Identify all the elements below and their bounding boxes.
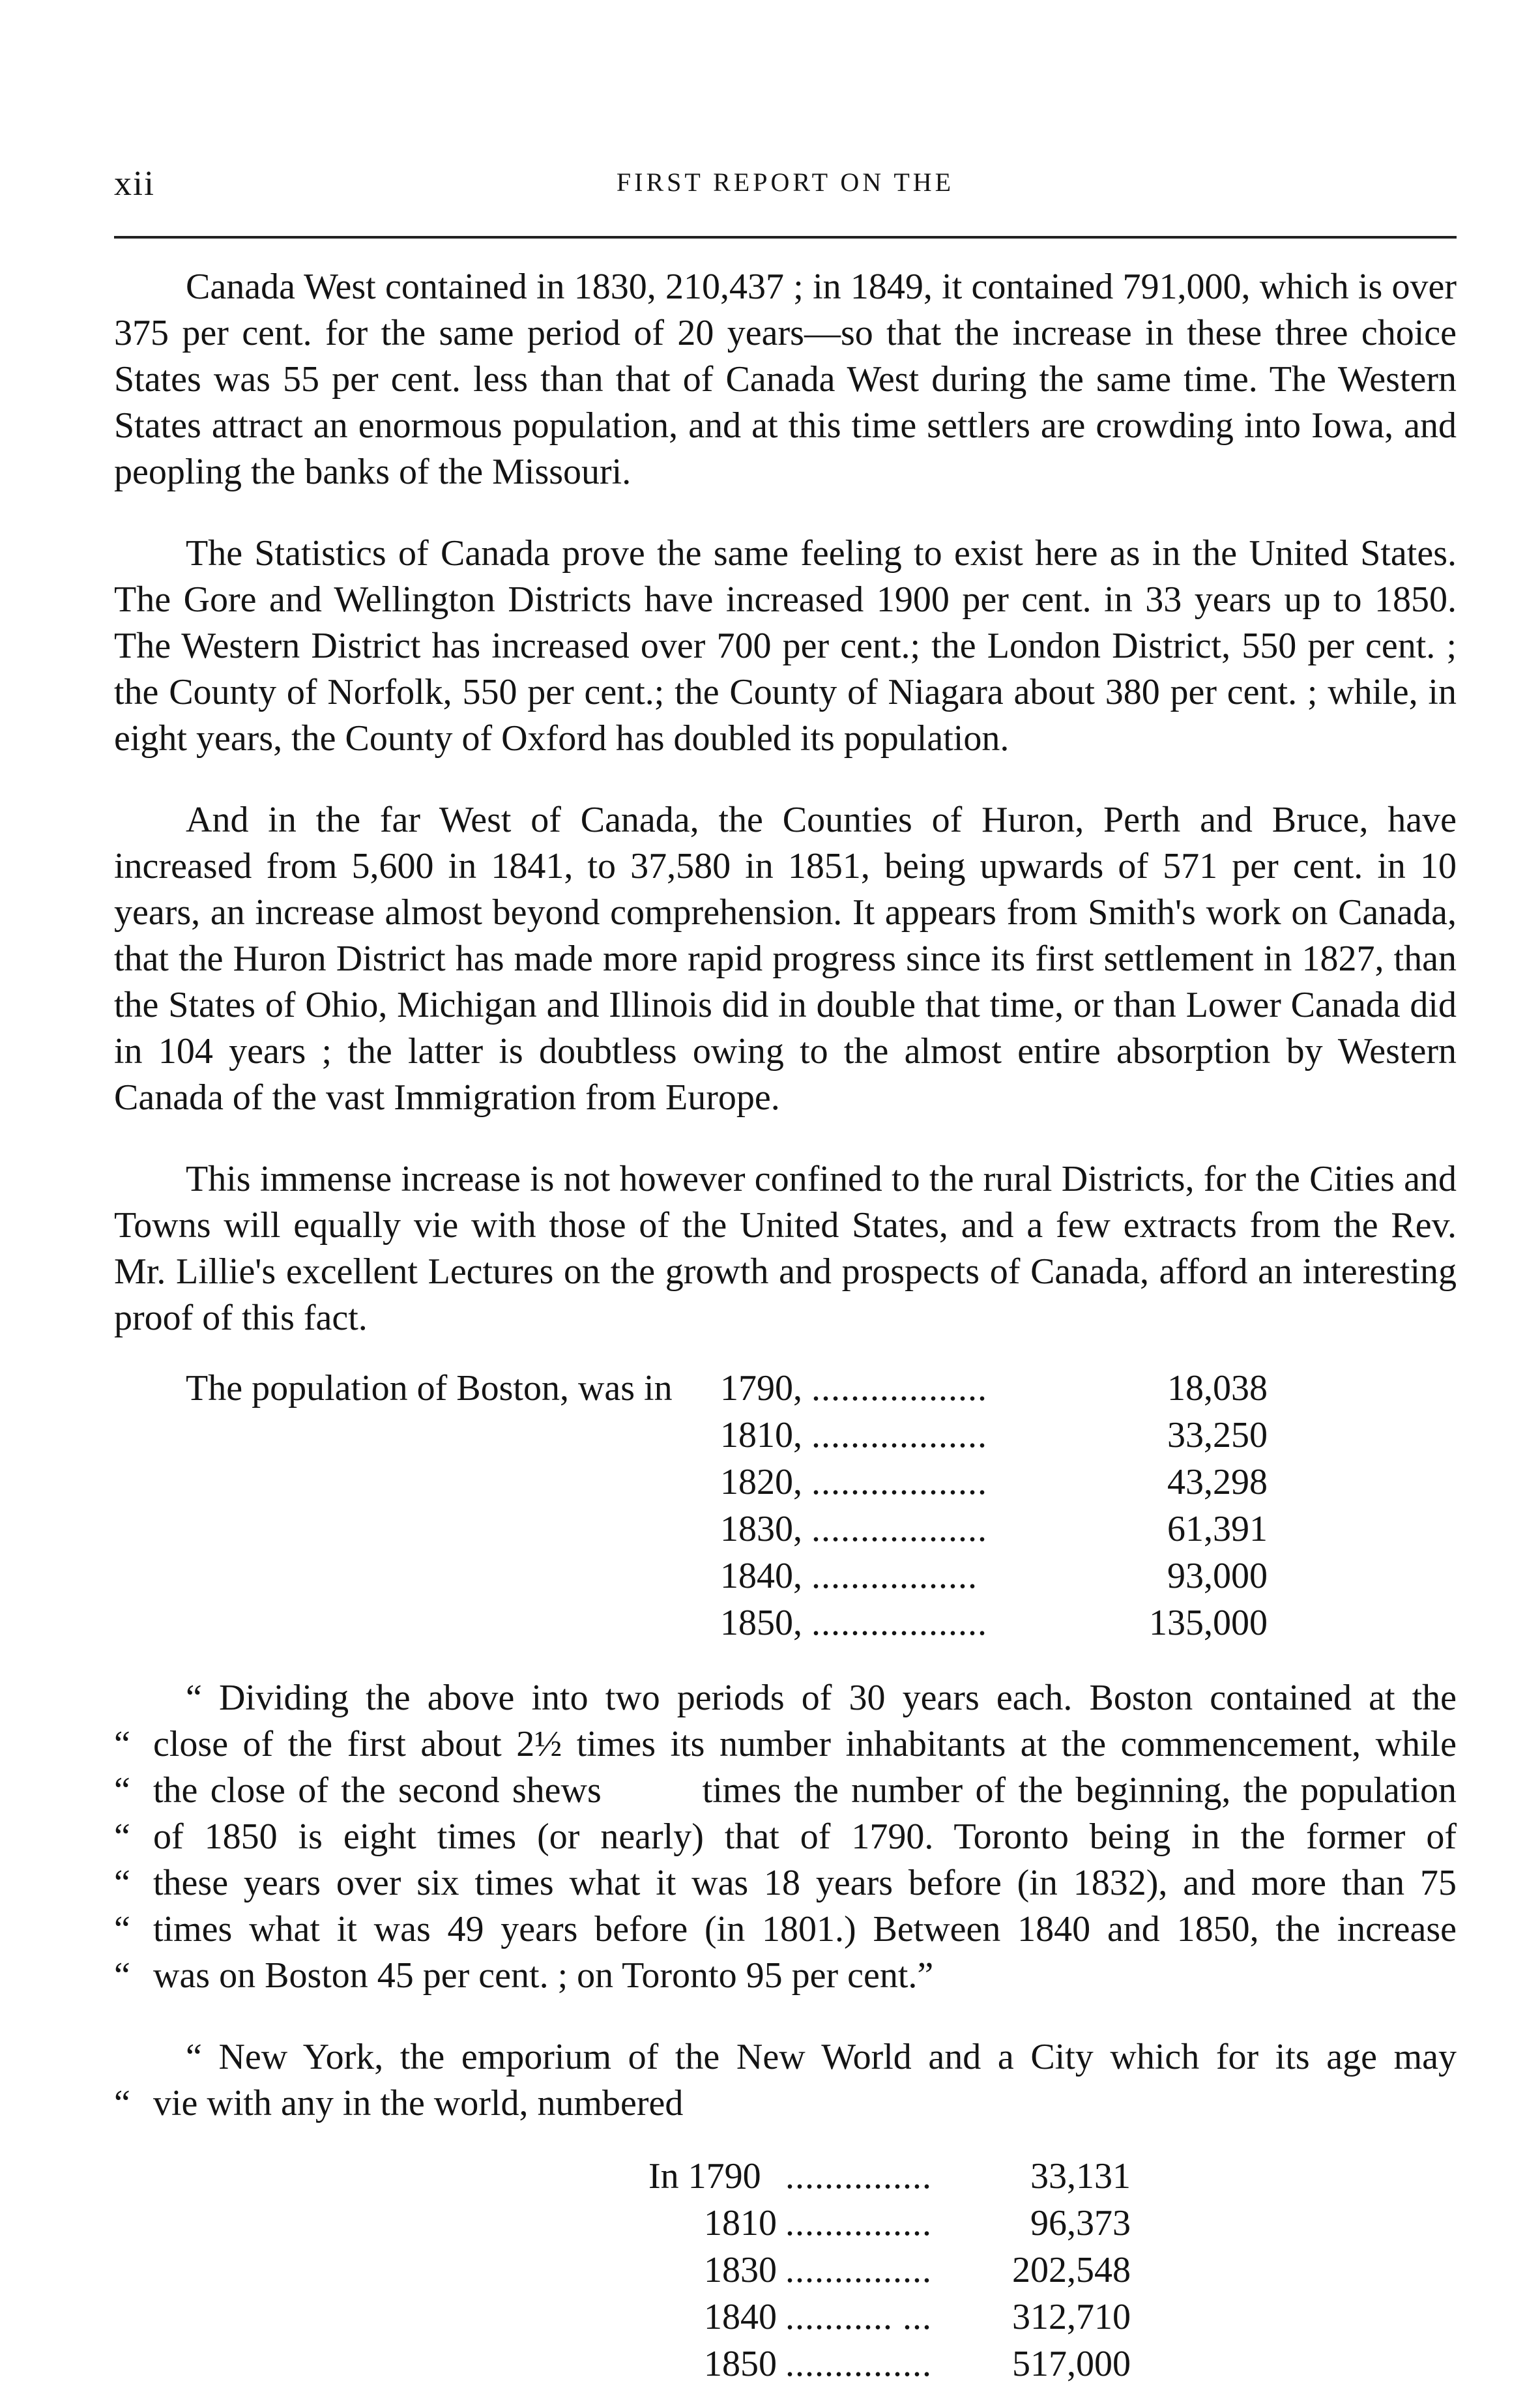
new-york-population-table xyxy=(114,2153,1457,2407)
running-title: FIRST REPORT ON THE xyxy=(616,168,955,197)
quote-line: “ Dividing the above into two periods of 30 years each. Boston contained at the xyxy=(186,1678,1457,1718)
page-header xyxy=(114,163,1457,209)
page-body xyxy=(114,264,1457,2407)
table-row: 1830, .................. 61,391 xyxy=(720,1509,1268,1549)
table-row: 1790, .................. 18,038 xyxy=(720,1368,1268,1408)
boston-population-table xyxy=(114,1365,1457,1652)
table-row: 1830 ............... 202,548 xyxy=(704,2250,1131,2290)
quote-line: “ of 1850 is eight times (or nearly) that of 1790. Toronto being in the former of xyxy=(114,1816,1457,1857)
table-row: 1840 ........... ... 312,710 xyxy=(704,2297,1131,2337)
lillie-quotation xyxy=(114,1675,1457,1999)
new-york-intro xyxy=(114,2034,1457,2127)
table-row: 1810, .................. 33,250 xyxy=(720,1415,1268,1455)
paragraph-cities: This immense increase is not however confined to the rural Districts, for the Cities and Towns will equally vie with those of the United States, and a few extracts from the Rev. Mr. Lillie's excellent Lectures on the growth and prospects of Canada, afford an interesting proof of this fact. xyxy=(114,1159,1457,1338)
header-rule xyxy=(114,236,1457,239)
paragraph-far-west: And in the far West of Canada, the Counties of Huron, Perth and Bruce, have increased from 5,600 in 1841, to 37,580 in 1851, being upwards of 571 per cent. in 10 years, an increase almost beyond comprehension. It appears from Smith's work on Canada, that the Huron District has made more rapid progress since its first settlement in 1827, than the States of Ohio, Michigan and Illinois did in double that time, or than Lower Canada did in 104 years ; the latter is doubtless owing to the almost entire absorption by Western Canada of the vast Immigration from Europe. xyxy=(114,800,1457,1118)
paragraph-statistics: The Statistics of Canada prove the same feeling to exist here as in the United States. The Gore and Wellington Districts have increased 1900 per cent. in 33 years up to 1850. The Western District has increased over 700 per cent.; the London District, 550 per cent. ; the County of Norfolk, 550 per cent.; the County of Niagara about 380 per cent. ; while, in eight years, the County of Oxford has doubled its population. xyxy=(114,533,1457,759)
paragraph-canada-west: Canada West contained in 1830, 210,437 ; in 1849, it contained 791,000, which is over 375 per cent. for the same period of 20 years—so that the increase in these three choice States was 55 per cent. less than that of Canada West during the same time. The Western States attract an enormous population, and at this time settlers are crowding into Iowa, and peopling the banks of the Missouri. xyxy=(114,267,1457,492)
table-row: 1810 ............... 96,373 xyxy=(704,2203,1131,2243)
table-row: In 1790 ............... 33,131 xyxy=(648,2156,1131,2196)
page-number: xii xyxy=(114,164,156,203)
quote-line: “ these years over six times what it was 18 years before (in 1832), and more than 75 xyxy=(114,1863,1457,1903)
quote-line: “ times what it was 49 years before (in 1801.) Between 1840 and 1850, the increase xyxy=(114,1909,1457,1949)
quote-line: “ New York, the emporium of the New World and a City which for its age may xyxy=(186,2037,1457,2077)
table-row: 1850, .................. 135,000 xyxy=(720,1603,1268,1643)
table-row: 1820, .................. 43,298 xyxy=(720,1462,1268,1502)
quote-line: “ vie with any in the world, numbered xyxy=(114,2083,684,2123)
table-row: 1840, ................. 93,000 xyxy=(720,1556,1268,1596)
boston-table-lead: The population of Boston, was in xyxy=(186,1368,673,1408)
quote-line: “ was on Boston 45 per cent. ; on Toronto 95 per cent.” xyxy=(114,1955,934,1996)
table-row: 1850 ............... 517,000 xyxy=(704,2344,1131,2384)
quote-line: “ close of the first about 2½ times its number inhabitants at the commencement, while xyxy=(114,1724,1457,1764)
quote-line: “ the close of the second shews times the number of the beginning, the population xyxy=(114,1770,1457,1811)
